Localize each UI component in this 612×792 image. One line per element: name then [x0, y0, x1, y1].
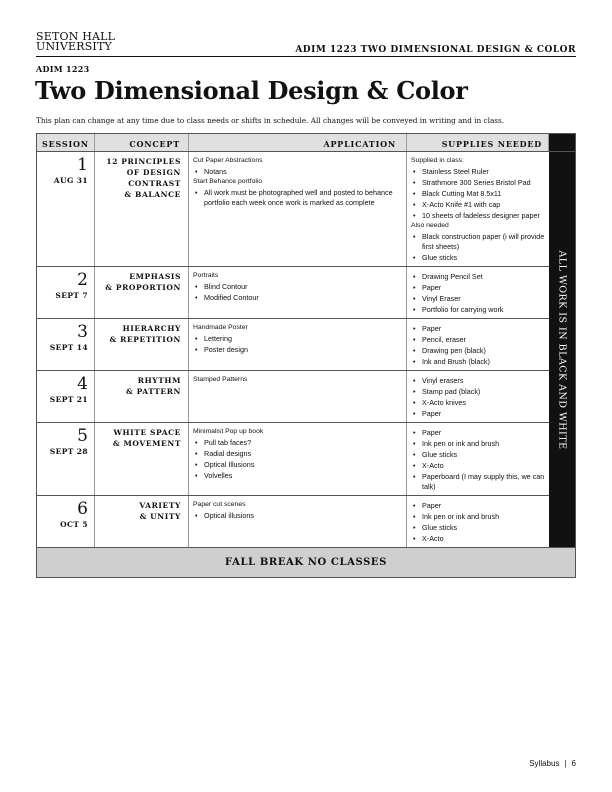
list-item: • Vinyl Eraser [411, 294, 545, 304]
concept-line: HIERARCHY [122, 324, 181, 333]
session-cell [37, 423, 95, 495]
concept-line: & BALANCE [124, 190, 181, 199]
list-item: • Ink pen or ink and brush [411, 512, 545, 522]
supplies-cell [407, 319, 549, 370]
list-item: • X-Acto knives [411, 398, 545, 408]
session-number: 1 [77, 155, 88, 175]
concept-line: RHYTHM [137, 376, 181, 385]
list-item: • Lettering [193, 334, 402, 344]
concept-line: & PATTERN [126, 387, 181, 396]
list-item: • 10 sheets of fadeless designer paper [411, 211, 545, 221]
table-header [37, 134, 575, 152]
list-item: • Drawing Pencil Set [411, 272, 545, 282]
fall-break-banner: FALL BREAK NO CLASSES [37, 547, 575, 577]
concept-line: & UNITY [139, 512, 181, 521]
concept-line: 12 PRINCIPLES [106, 157, 181, 166]
list-item: • Optical Illusions [193, 460, 402, 470]
session-cell [37, 496, 95, 547]
concept-text [97, 427, 181, 449]
list-item: • Stamp pad (black) [411, 387, 545, 397]
list-item: • Vinyl erasers [411, 376, 545, 386]
list-item: • Blind Contour [193, 282, 402, 292]
table-row [37, 319, 549, 371]
list-heading: Minimalist Pop up book [193, 428, 264, 435]
session-date: SEPT 14 [49, 343, 88, 352]
list-item: • Strathmore 300 Series Bristol Pad [411, 178, 545, 188]
list-item: • X-Acto Knife #1 with cap [411, 200, 545, 210]
concept-line: & MOVEMENT [112, 439, 181, 448]
list-item: • Volvelles [193, 471, 402, 481]
list-item: • Radial designs [193, 449, 402, 459]
session-date: SEPT 21 [49, 395, 88, 404]
list-item: • Portfolio for carrying work [411, 305, 545, 315]
table-row [37, 152, 549, 267]
session-number: 4 [77, 374, 88, 394]
session-date: SEPT 7 [55, 291, 88, 300]
side-banner [549, 152, 575, 547]
list-item: • Black Cutting Mat 8.5x11 [411, 189, 545, 199]
concept-text [97, 323, 181, 345]
list-heading: Handmade Poster [193, 324, 248, 331]
list-item: • Optical illusions [193, 511, 402, 521]
application-cell [189, 152, 407, 266]
schedule-note: This plan can change at any time due to class needs or shifts in schedule. All changes will be conveyed in writing and in class. [36, 116, 505, 125]
list-item: • X-Acto [411, 534, 545, 544]
session-cell [37, 267, 95, 318]
list-item: • X-Acto [411, 461, 545, 471]
header-concept: CONCEPT [95, 134, 189, 151]
list-item: • Drawing pen (black) [411, 346, 545, 356]
concept-text [97, 271, 181, 293]
header-side-cap [549, 134, 575, 151]
list-item: • Ink and Brush (black) [411, 357, 545, 367]
concept-line: WHITE SPACE [113, 428, 181, 437]
session-date: OCT 5 [60, 520, 88, 529]
session-cell [37, 152, 95, 266]
concept-line: OF DESIGN [126, 168, 181, 177]
logo-line-2: UNIVERSITY [36, 40, 112, 53]
schedule-table [36, 133, 576, 578]
list-item: • Paper [411, 501, 545, 511]
table-row [37, 496, 549, 547]
list-item: • Ink pen or ink and brush [411, 439, 545, 449]
session-cell [37, 371, 95, 422]
header-course-title: ADIM 1223 TWO DIMENSIONAL DESIGN & COLOR [295, 45, 576, 55]
session-date: AUG 31 [53, 176, 88, 185]
list-item: • Paper [411, 428, 545, 438]
concept-cell [95, 423, 189, 495]
header-session: SESSION [37, 134, 95, 151]
list-item: • Paper [411, 283, 545, 293]
table-body [37, 152, 575, 547]
table-row [37, 267, 549, 319]
concept-line: & REPETITION [109, 335, 181, 344]
concept-text [97, 500, 181, 522]
list-item: • Paperboard (I may supply this, we can talk) [411, 472, 545, 492]
session-cell [37, 319, 95, 370]
supplies-cell [407, 496, 549, 547]
table-row [37, 371, 549, 423]
session-rows [37, 152, 549, 547]
session-number: 3 [77, 322, 88, 342]
concept-line: EMPHASIS [129, 272, 181, 281]
concept-cell [95, 267, 189, 318]
application-cell [189, 319, 407, 370]
list-heading: Supplied in class: [411, 157, 464, 164]
supplies-cell [407, 371, 549, 422]
session-number: 2 [77, 270, 88, 290]
page-number: 6 [571, 759, 576, 768]
concept-cell [95, 319, 189, 370]
list-item: • Paper [411, 324, 545, 334]
list-item: • Black construction paper (i will provide first sheets) [411, 232, 545, 252]
header-rule [36, 56, 576, 57]
application-cell [189, 496, 407, 547]
table-row [37, 423, 549, 496]
session-date: SEPT 28 [49, 447, 88, 456]
page-title: Two Dimensional Design & Color [35, 76, 468, 105]
footer-label: Syllabus [529, 759, 560, 768]
supplies-cell [407, 267, 549, 318]
side-banner-text: ALL WORK IS IN BLACK AND WHITE [556, 249, 568, 450]
concept-text [97, 375, 181, 397]
application-cell [189, 371, 407, 422]
list-item: • All work must be photographed well and posted to behance portfolio each week once work is marked as complete [193, 188, 402, 208]
list-heading: Also needed [411, 222, 449, 229]
university-logo [36, 32, 115, 52]
supplies-cell [407, 152, 549, 266]
course-code: ADIM 1223 [36, 64, 90, 74]
concept-line: VARIETY [139, 501, 181, 510]
list-item: • Paper [411, 409, 545, 419]
list-item: • Poster design [193, 345, 402, 355]
list-heading: Start Behance portfolio [193, 178, 263, 185]
concept-line: & PROPORTION [105, 283, 181, 292]
session-number: 5 [77, 426, 88, 446]
supplies-cell [407, 423, 549, 495]
list-item: • Notans [193, 167, 402, 177]
session-number: 6 [77, 499, 88, 519]
list-item: • Stainless Steel Ruler [411, 167, 545, 177]
page-footer [529, 759, 576, 768]
logo-line-1: SETON HALL [36, 30, 116, 43]
list-heading: Cut Paper Abstractions [193, 157, 263, 164]
application-cell [189, 267, 407, 318]
list-heading: Portraits [193, 272, 219, 279]
footer-separator: | [564, 759, 567, 768]
concept-line: CONTRAST [128, 179, 181, 188]
list-item: • Pencil, eraser [411, 335, 545, 345]
concept-cell [95, 371, 189, 422]
concept-text [97, 156, 181, 200]
concept-cell [95, 152, 189, 266]
header-supplies: SUPPLIES NEEDED [407, 134, 549, 151]
list-item: • Pull tab faces? [193, 438, 402, 448]
list-item: • Glue sticks [411, 523, 545, 533]
list-heading: Stamped Patterns [193, 376, 248, 383]
application-cell [189, 423, 407, 495]
header-application: APPLICATION [189, 134, 407, 151]
list-item: • Glue sticks [411, 450, 545, 460]
concept-cell [95, 496, 189, 547]
list-heading: Paper cut scenes [193, 501, 246, 508]
list-item: • Glue sticks [411, 253, 545, 263]
list-item: • Modified Contour [193, 293, 402, 303]
